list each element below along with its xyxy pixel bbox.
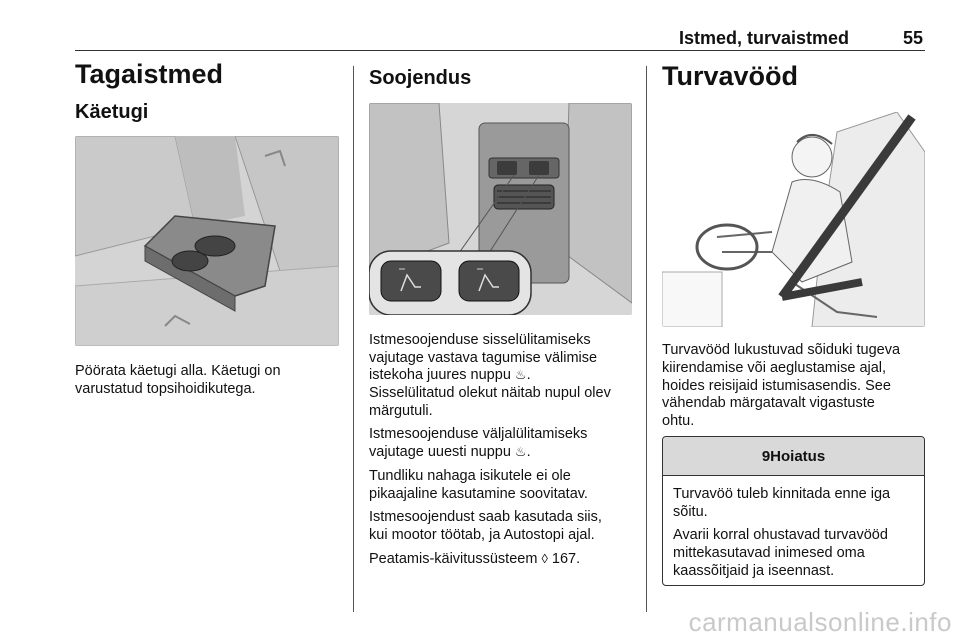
column-divider-1: [353, 66, 354, 612]
section-title-tagaistmed: Tagaistmed: [75, 59, 224, 89]
heating-p3-line-1: Tundliku nahaga isikutele ei ole: [369, 467, 571, 484]
heating-paragraph-4: [369, 509, 634, 544]
warning-p2-line-2: mittekasutavad inimesed oma: [673, 545, 865, 562]
warning-paragraph-2: [673, 527, 914, 580]
heating-p1-line-3: istekoha juures nuppu: [369, 367, 515, 384]
warning-header: [663, 437, 924, 476]
armrest-text-line-2: varustatud topsihoidikutega.: [75, 381, 256, 398]
seat-heating-drawing: [369, 103, 632, 315]
seatbelt-text: [662, 342, 926, 430]
page-reference-icon: ◊: [541, 550, 548, 566]
subsection-title-kaetugi: Käetugi: [75, 101, 149, 124]
heating-p4-line-2: kui mootor töötab, ja Autostopi ajal.: [369, 526, 595, 543]
page-reference-link[interactable]: 167.: [551, 550, 581, 567]
armrest-drawing: [75, 136, 339, 346]
heating-p1-line-2: vajutage vastava tagumise välimise: [369, 349, 598, 366]
header-rule: [75, 50, 925, 51]
heating-p1-line-1: Istmesoojenduse sisselülitamiseks: [369, 332, 591, 348]
warning-p2-line-3: kaassõitjaid ja iseennast.: [673, 562, 835, 579]
page-header: [75, 0, 925, 50]
armrest-text: [75, 363, 340, 398]
seatbelt-text-line-4: vähendab märgatavalt vigastuste: [662, 395, 875, 412]
page-number: 55: [902, 28, 923, 48]
middle-column: [369, 58, 634, 568]
seatbelt-text-line-1: Turvavööd lukustuvad sõiduki tugeva: [662, 342, 901, 359]
warning-p2-line-1: Avarii korral ohustavad turvavööd: [673, 527, 888, 544]
watermark: carmanualsonline.info: [688, 607, 952, 637]
heating-p2-line-2: vajutage uuesti nuppu: [369, 444, 515, 461]
seatbelt-text-line-2: kiirendamise või aeglustamise ajal,: [662, 360, 887, 377]
header-title: Istmed, turvaistmed: [678, 28, 849, 48]
seat-heating-icon: ♨: [514, 367, 527, 383]
heating-paragraph-5: [369, 551, 634, 569]
heating-p1-line-5: märgutuli.: [369, 402, 433, 419]
warning-p1-line-1: Turvavöö tuleb kinnitada enne iga: [673, 486, 891, 502]
heating-paragraph-1: Istmesoojenduse sisselülitamiseks vajutage vastava tagumise välimise istekoha juures nuppu ♨. Sisselülitatud olekut näitab nupul olev märgutuli.: [369, 332, 611, 419]
heating-p1-line-4: Sisselülitatud olekut näitab nupul olev: [369, 385, 611, 402]
right-column: [662, 58, 926, 642]
heating-paragraph-3: [369, 468, 634, 503]
heating-p4-line-1: Istmesoojendust saab kasutada siis,: [369, 509, 602, 526]
seatbelt-illustration: [662, 112, 925, 327]
seatbelt-drawing: [662, 112, 925, 327]
left-column: [75, 58, 340, 399]
section-title-turvavood: Turvavööd: [662, 61, 799, 91]
section-title-soojendus: Soojendus: [369, 67, 472, 89]
armrest-text-line-1: Pöörata käetugi alla. Käetugi on: [75, 363, 281, 380]
column-divider-2: [646, 66, 647, 612]
heating-p5-text: Peatamis-käivitussüsteem: [369, 550, 542, 567]
seatbelt-text-line-3: hoides reisijaid istumisasendis. See: [662, 377, 891, 394]
warning-icon: 9: [761, 447, 771, 465]
warning-title: Hoiatus: [770, 447, 826, 465]
warning-box: [662, 436, 925, 586]
warning-p1-line-2: sõitu.: [673, 503, 708, 520]
heating-p2-line-1: Istmesoojenduse väljalülitamiseks: [369, 426, 588, 443]
seat-heating-illustration: [369, 103, 632, 315]
seat-heating-icon: ♨: [514, 444, 527, 460]
seatbelt-text-line-5: ohtu.: [662, 413, 695, 430]
armrest-illustration: [75, 136, 339, 346]
warning-body: [663, 476, 924, 592]
heating-p3-line-2: pikaajaline kasutamine soovitatav.: [369, 485, 588, 502]
warning-paragraph-1: [673, 486, 914, 521]
heating-paragraph-2: Istmesoojenduse väljalülitamiseks vajutage uuesti nuppu ♨.: [369, 426, 588, 461]
